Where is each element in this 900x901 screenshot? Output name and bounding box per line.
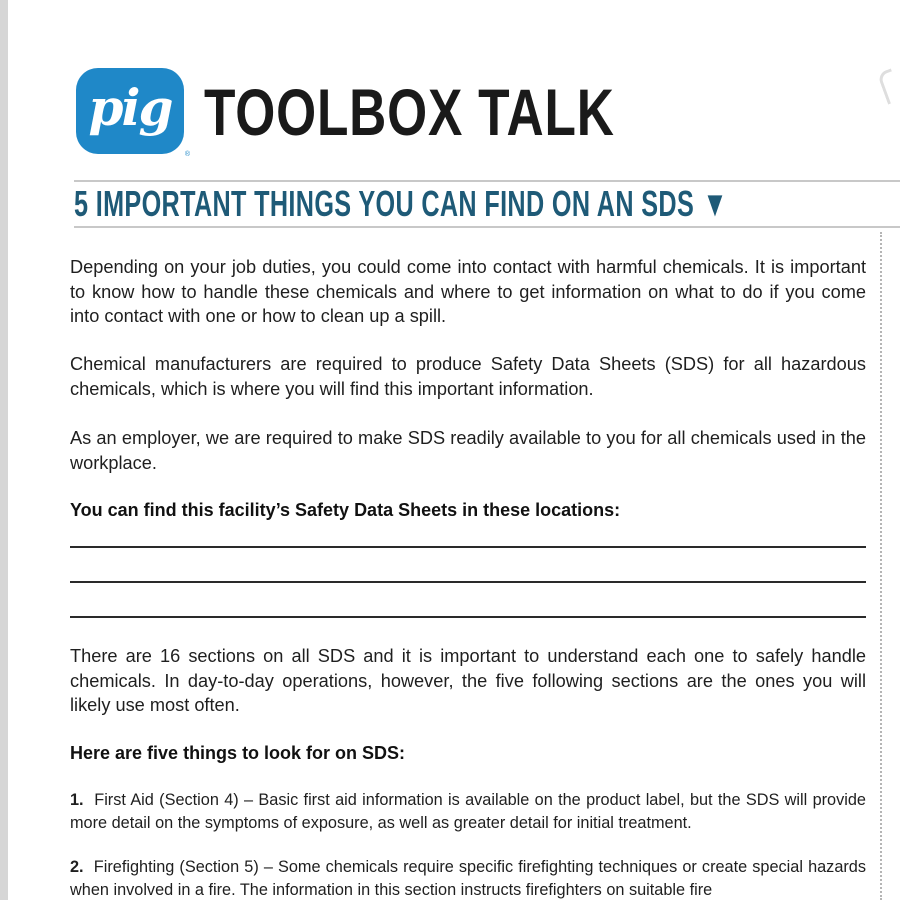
item-text: First Aid (Section 4) – Basic first aid information is available on the product label, but the SDS will provide more detail on the symptoms of exposure, as well as greater detail for initial treatment. bbox=[70, 791, 866, 832]
page-title: TOOLBOX TALK bbox=[204, 75, 615, 149]
triangle-down-icon: ▼ bbox=[702, 183, 728, 224]
paragraph-employer: As an employer, we are required to make SDS readily available to you for all chemicals used in the workplace. bbox=[70, 428, 866, 473]
paragraph-intro: Depending on your job duties, you could come into contact with harmful chemicals. It is important to know how to handle these chemicals and where to get information on what to do if you come into contact with one or how to clean up a spill. bbox=[70, 257, 866, 326]
locations-heading: You can find this facility’s Safety Data Sheets in these locations: bbox=[70, 500, 621, 520]
subtitle-rule-bottom bbox=[74, 226, 900, 228]
location-blank-line bbox=[70, 546, 866, 548]
logo-text: pig bbox=[88, 78, 172, 137]
list-item-first-aid bbox=[70, 789, 866, 834]
location-blank-line bbox=[70, 581, 866, 583]
paragraph-sections: There are 16 sections on all SDS and it is important to understand each one to safely handle chemicals. In day-to-day operations, however, the five following sections are the ones you will likely use most often. bbox=[70, 646, 866, 715]
item-number: 2. bbox=[70, 858, 84, 876]
location-blank-line bbox=[70, 616, 866, 618]
item-text: Firefighting (Section 5) – Some chemicals require specific firefighting techniques or create special hazards when involved in a fire. The information in this section instructs firefighters on suitable fire bbox=[70, 858, 866, 899]
viewer-left-edge bbox=[0, 0, 8, 900]
paragraph-manufacturers: Chemical manufacturers are required to produce Safety Data Sheets (SDS) for all hazardous chemicals, which is where you will find this important information. bbox=[70, 354, 866, 399]
registered-mark: ® bbox=[184, 151, 190, 158]
item-number: 1. bbox=[70, 791, 84, 809]
pig-logo bbox=[76, 68, 190, 158]
subtitle-text: 5 IMPORTANT THINGS YOU CAN FIND ON AN SDS bbox=[74, 183, 695, 224]
subtitle-rule-top bbox=[74, 180, 900, 182]
dotted-margin-line bbox=[880, 232, 882, 900]
section-subtitle bbox=[74, 183, 728, 225]
list-item-firefighting bbox=[70, 856, 866, 901]
five-things-heading: Here are five things to look for on SDS: bbox=[70, 743, 406, 763]
